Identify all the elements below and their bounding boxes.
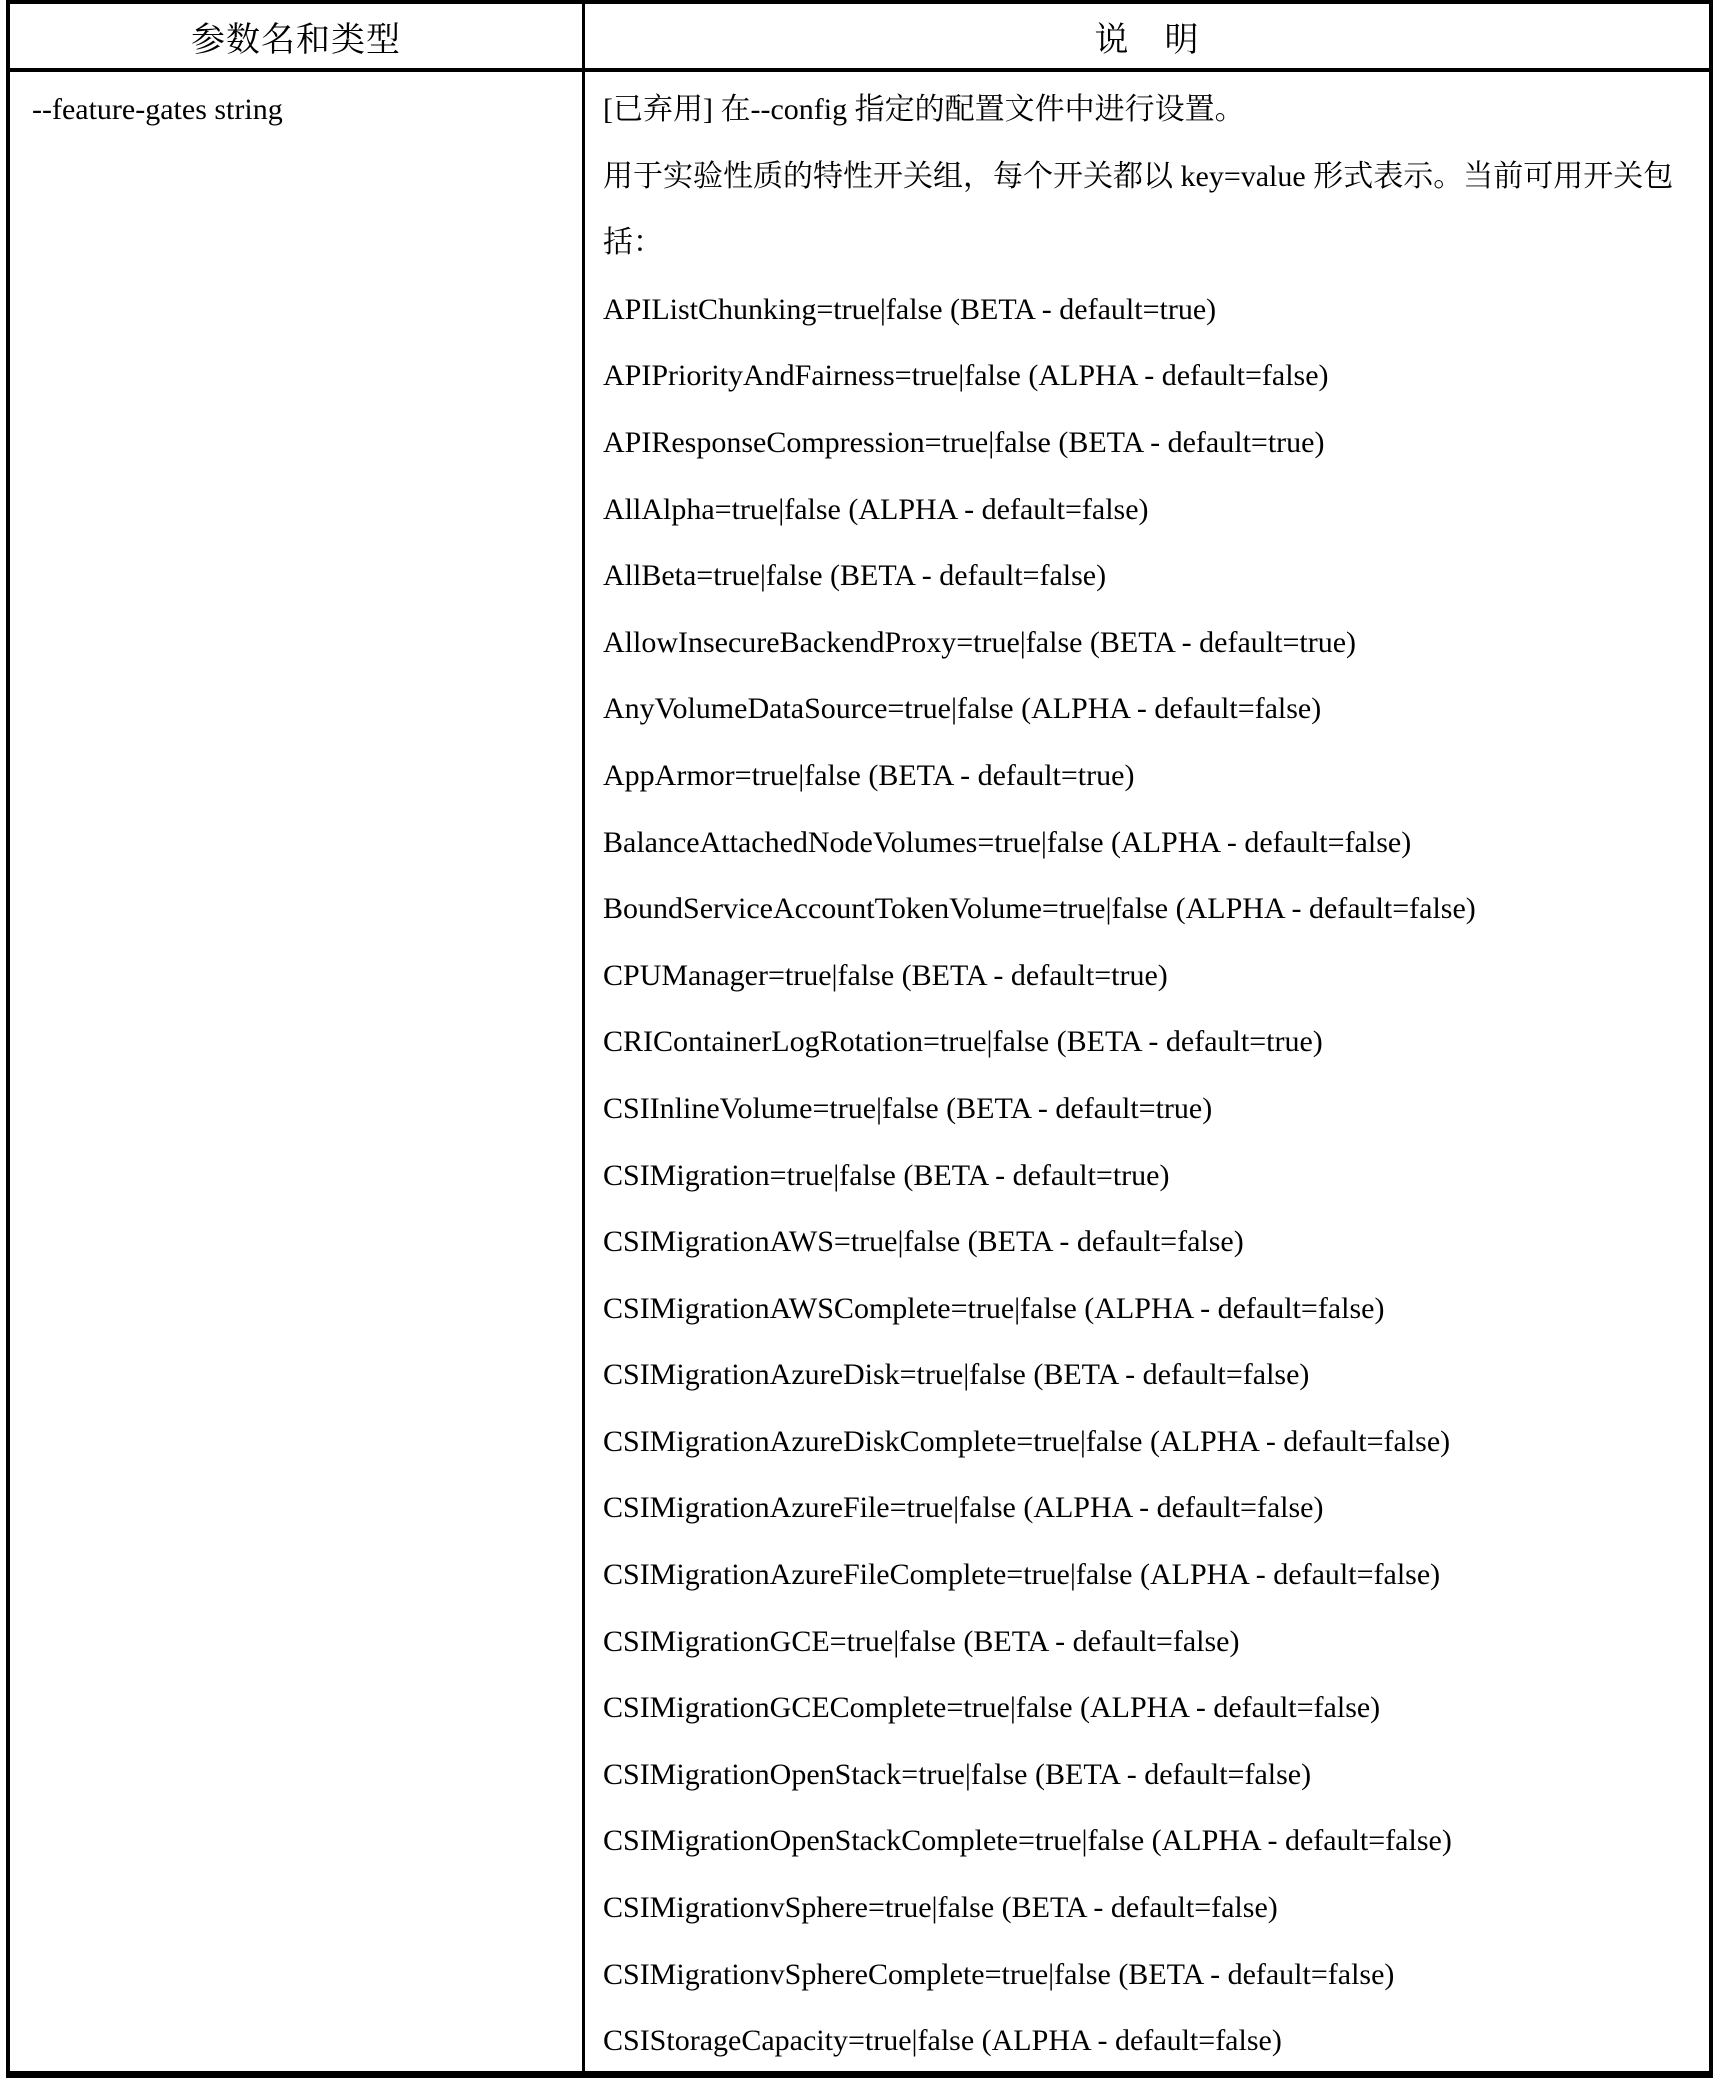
description-line: CSIMigrationvSphereComplete=true|false (BETA - default=false) [603, 1957, 1395, 1991]
description-cell [585, 72, 1709, 2071]
description-line: CSIMigrationAzureDisk=true|false (BETA - default=false) [603, 1358, 1310, 1392]
description-line: CRIContainerLogRotation=true|false (BETA - default=true) [603, 1025, 1323, 1059]
description-line: CSIStorageCapacity=true|false (ALPHA - default=false) [603, 2024, 1282, 2058]
description-line: APIPriorityAndFairness=true|false (ALPHA - default=false) [603, 359, 1329, 393]
description-line: AppArmor=true|false (BETA - default=true) [603, 758, 1135, 792]
column-header-param-name-and-type: 参数名和类型 [10, 4, 585, 68]
description-line: CSIMigrationGCEComplete=true|false (ALPHA - default=false) [603, 1691, 1381, 1725]
description-line: 用于实验性质的特性开关组，每个开关都以 key=value 形式表示。当前可用开关包 [603, 159, 1674, 193]
param-name: --feature-gates string [32, 93, 283, 126]
description-line: CSIMigrationAWSComplete=true|false (ALPHA - default=false) [603, 1291, 1385, 1325]
description-line: APIListChunking=true|false (BETA - default=true) [603, 292, 1217, 326]
table-header-row [10, 4, 1709, 72]
description-line: CSIMigrationOpenStack=true|false (BETA - default=false) [603, 1757, 1312, 1791]
description-line: BoundServiceAccountTokenVolume=true|false (ALPHA - default=false) [603, 892, 1476, 926]
description-line: CSIMigrationAzureFileComplete=true|false (ALPHA - default=false) [603, 1558, 1441, 1592]
description-line: [已弃用] 在--config 指定的配置文件中进行设置。 [603, 93, 1245, 126]
description-line: BalanceAttachedNodeVolumes=true|false (ALPHA - default=false) [603, 825, 1412, 859]
description-line: CSIMigrationAzureFile=true|false (ALPHA - default=false) [603, 1491, 1324, 1525]
description-line: CSIMigration=true|false (BETA - default=true) [603, 1158, 1170, 1192]
description-line: CSIMigrationGCE=true|false (BETA - default=false) [603, 1624, 1240, 1658]
parameters-table [6, 0, 1713, 2078]
description-line: AllAlpha=true|false (ALPHA - default=false) [603, 492, 1149, 526]
description-line: CSIMigrationOpenStackComplete=true|false (ALPHA - default=false) [603, 1824, 1452, 1858]
description-line: APIResponseCompression=true|false (BETA - default=true) [603, 425, 1325, 459]
column-header-description: 说 明 [1094, 19, 1200, 60]
description-line: AllowInsecureBackendProxy=true|false (BETA - default=true) [603, 625, 1357, 659]
description-line: CSIInlineVolume=true|false (BETA - default=true) [603, 1091, 1213, 1125]
description-line: CSIMigrationAWS=true|false (BETA - default=false) [603, 1225, 1244, 1259]
description-line: CSIMigrationvSphere=true|false (BETA - default=false) [603, 1891, 1278, 1925]
table-row [10, 72, 1709, 2071]
description-line: CSIMigrationAzureDiskComplete=true|false (ALPHA - default=false) [603, 1424, 1451, 1458]
description-line: 括： [603, 226, 663, 260]
description-line: AllBeta=true|false (BETA - default=false) [603, 559, 1107, 593]
param-name-cell [10, 72, 585, 2071]
description-line: CPUManager=true|false (BETA - default=true) [603, 958, 1168, 992]
description-line: AnyVolumeDataSource=true|false (ALPHA - default=false) [603, 692, 1322, 726]
